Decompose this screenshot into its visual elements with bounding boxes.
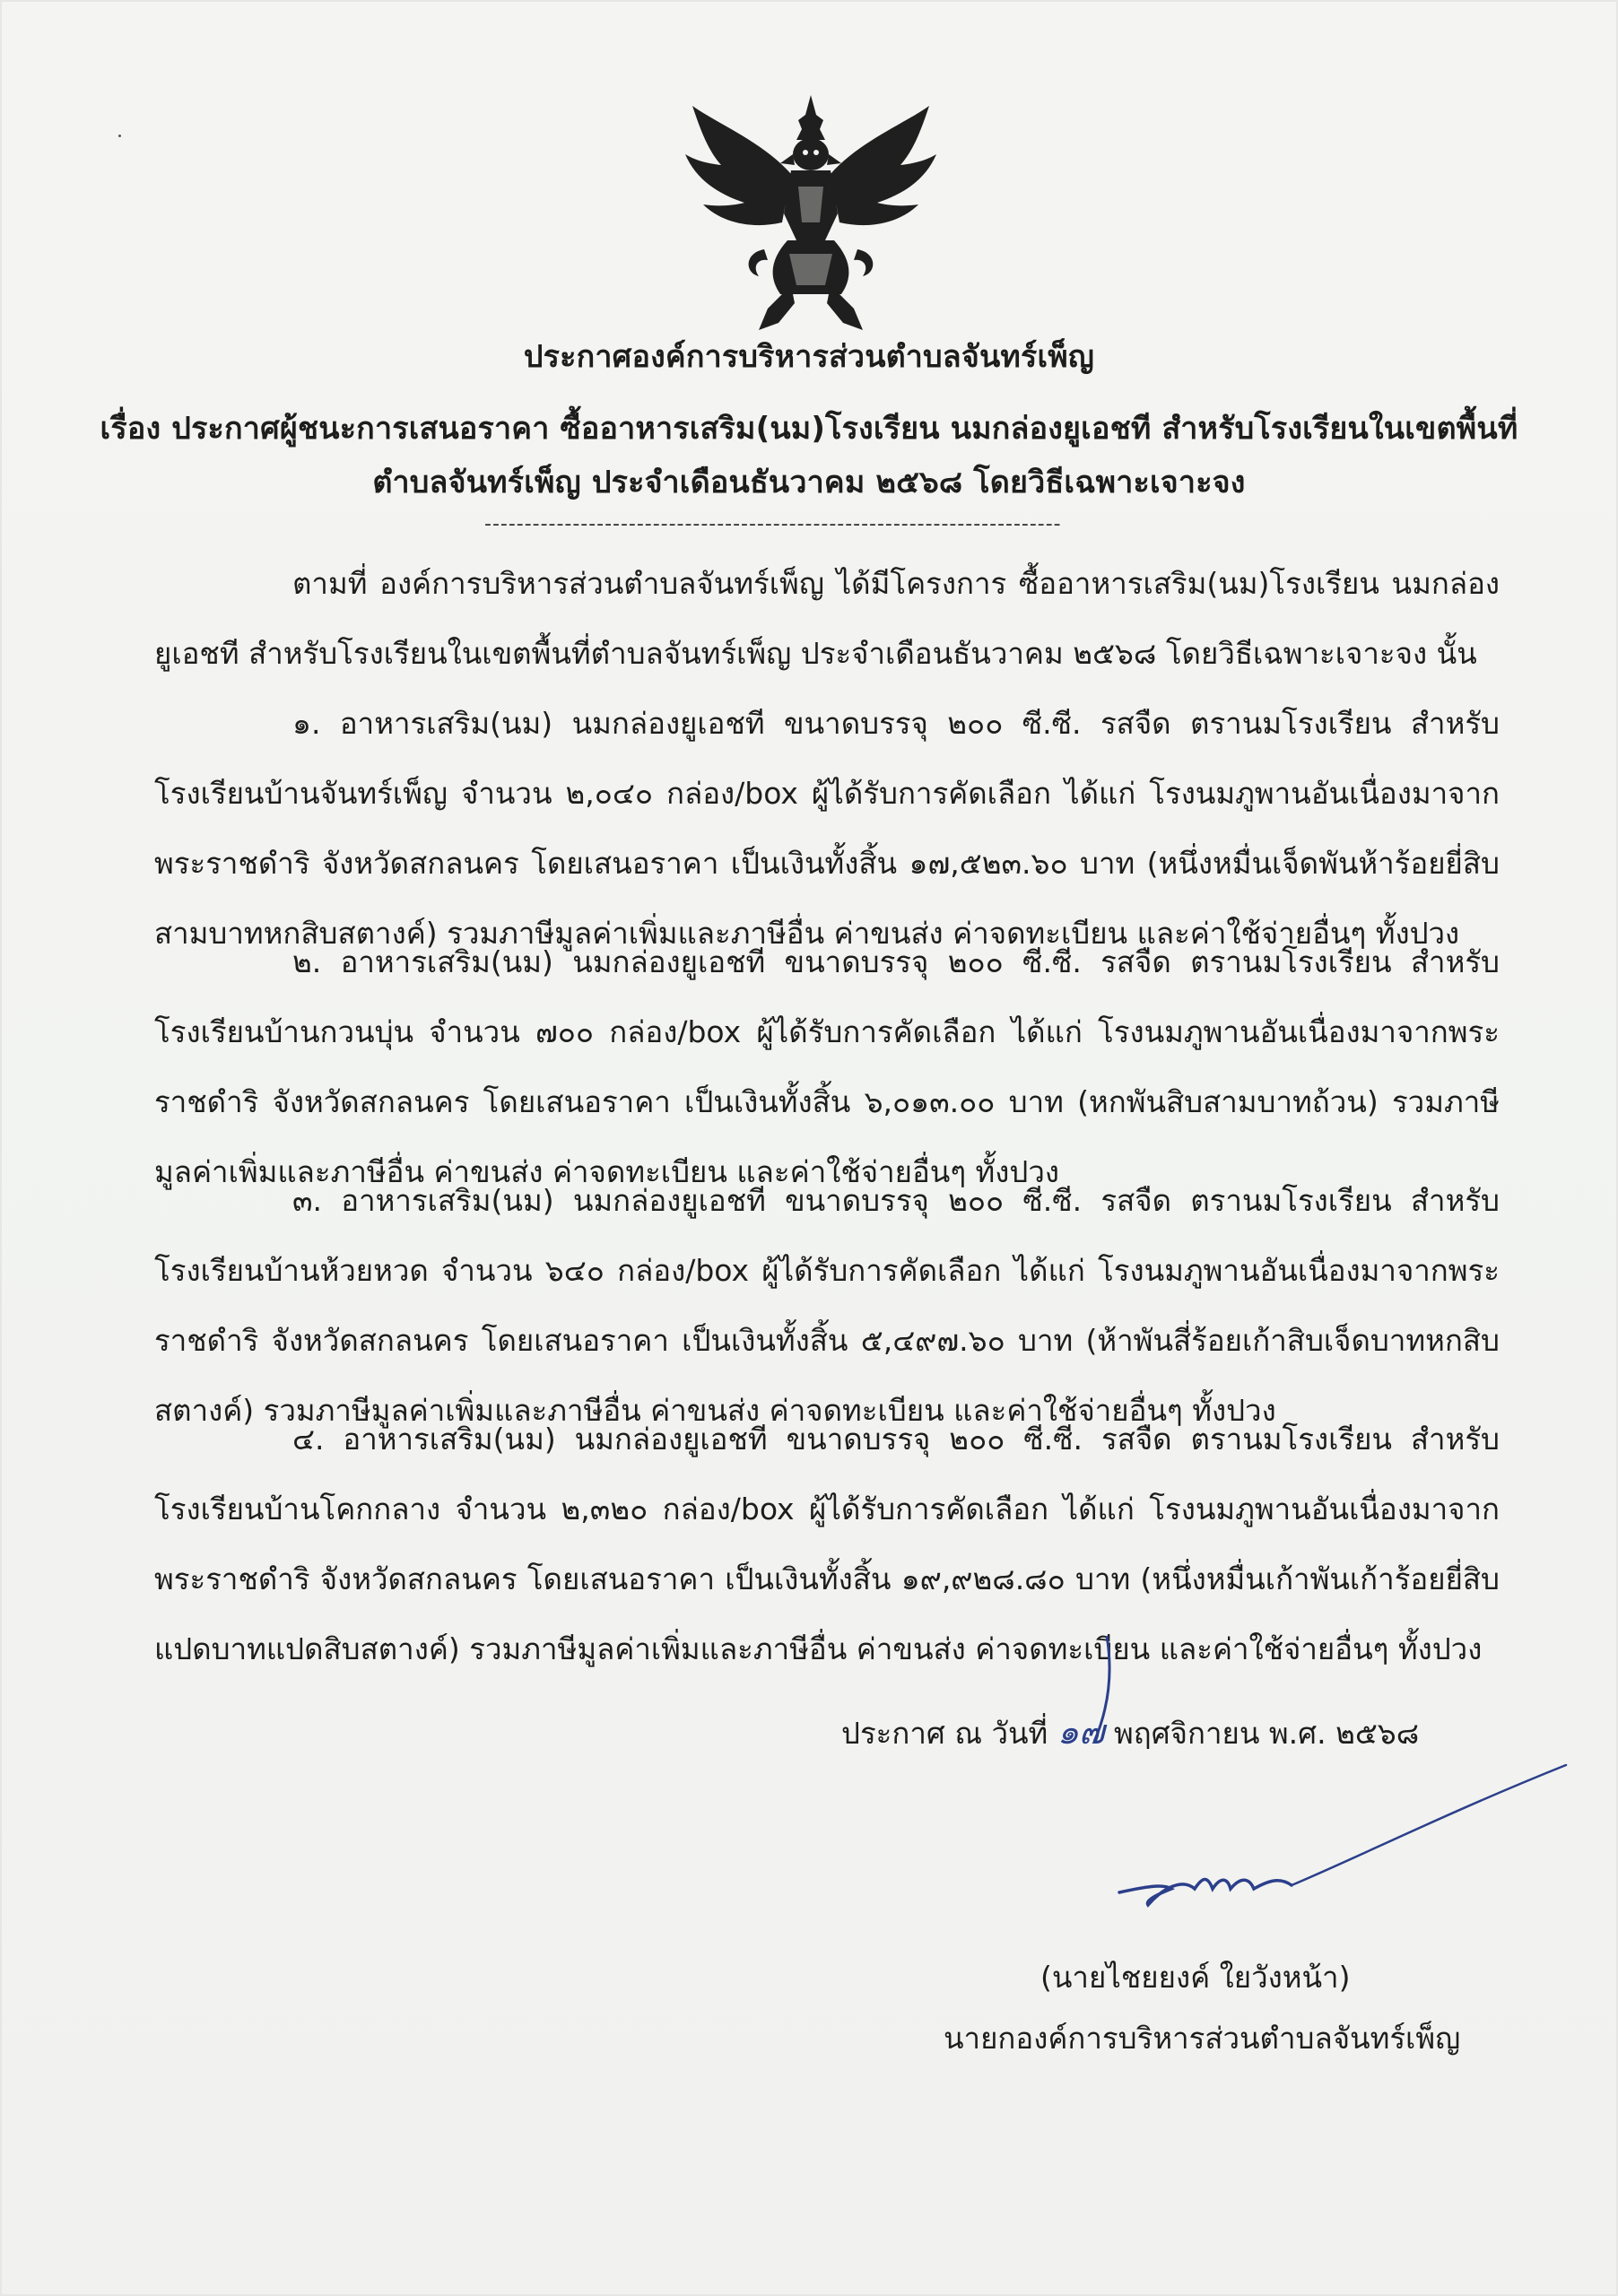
- signature-icon: [1109, 1758, 1575, 1919]
- item-text: ๔. อาหารเสริม(นม) นมกล่องยูเอชที ขนาดบรรจุ ๒๐๐ ซี.ซี. รสจืด ตรานมโรงเรียน สำหรับโรงเรียนบ้านโคกกลาง จำนวน ๒,๓๒๐ กล่อง/box ผู้ได้รับการคัดเลือก ได้แก่ โรงนมภูพานอันเนื่องมาจากพระราชดำริ จังหวัดสกลนคร โดยเสนอราคา เป็นเงินทั้งสิ้น ๑๙,๙๒๘.๘๐ บาท (หนึ่งหมื่นเก้าพันเก้าร้อยยี่สิบแปดบาทแปดสิบสตางค์) รวมภาษีมูลค่าเพิ่มและภาษีอื่น ค่าขนส่ง ค่าจดทะเบียน และค่าใช้จ่ายอื่นๆ ทั้งปวง: [154, 1422, 1500, 1666]
- handwritten-day: ๑๗: [1057, 1712, 1105, 1752]
- scan-speck: [118, 135, 121, 137]
- garuda-emblem-icon: [682, 88, 940, 339]
- divider-line: ------------------------------------------------------------------------: [484, 513, 1062, 535]
- intro-paragraph: [154, 549, 1500, 689]
- item-text: ๑. อาหารเสริม(นม) นมกล่องยูเอชที ขนาดบรรจุ ๒๐๐ ซี.ซี. รสจืด ตรานมโรงเรียน สำหรับโรงเรียนบ้านจันทร์เพ็ญ จำนวน ๒,๐๔๐ กล่อง/box ผู้ได้รับการคัดเลือก ได้แก่ โรงนมภูพานอันเนื่องมาจากพระราชดำริ จังหวัดสกลนคร โดยเสนอราคา เป็นเงินทั้งสิ้น ๑๗,๕๒๓.๖๐ บาท (หนึ่งหมื่นเจ็ดพันห้าร้อยยี่สิบสามบาทหกสิบสตางค์) รวมภาษีมูลค่าเพิ่มและภาษีอื่น ค่าขนส่ง ค่าจดทะเบียน และค่าใช้จ่ายอื่นๆ ทั้งปวง: [154, 706, 1500, 951]
- signer-position: นายกองค์การบริหารส่วนตำบลจันทร์เพ็ญ: [944, 2021, 1461, 2056]
- item-paragraph-4: [154, 1405, 1500, 1684]
- announcement-date: [841, 1704, 1419, 1759]
- date-month-year: พฤศจิกายน พ.ศ. ๒๕๖๘: [1114, 1716, 1420, 1751]
- announcement-title: ประกาศองค์การบริหารส่วนตำบลจันทร์เพ็ญ: [523, 339, 1095, 375]
- item-text: ๒. อาหารเสริม(นม) นมกล่องยูเอชที ขนาดบรรจุ ๒๐๐ ซี.ซี. รสจืด ตรานมโรงเรียน สำหรับโรงเรียนบ้านกวนบุ่น จำนวน ๗๐๐ กล่อง/box ผู้ได้รับการคัดเลือก ได้แก่ โรงนมภูพานอันเนื่องมาจากพระราชดำริ จังหวัดสกลนคร โดยเสนอราคา เป็นเงินทั้งสิ้น ๖,๐๑๓.๐๐ บาท (หกพันสิบสามบาทถ้วน) รวมภาษีมูลค่าเพิ่มและภาษีอื่น ค่าขนส่ง ค่าจดทะเบียน และค่าใช้จ่ายอื่นๆ ทั้งปวง: [154, 944, 1500, 1189]
- signer-name: (นายไชยยงค์ ใยวังหน้า): [1040, 1960, 1351, 1995]
- date-prefix: ประกาศ ณ วันที่: [841, 1716, 1048, 1751]
- intro-text: ตามที่ องค์การบริหารส่วนตำบลจันทร์เพ็ญ ได้มีโครงการ ซื้ออาหารเสริม(นม)โรงเรียน นมกล่องยูเอชที สำหรับโรงเรียนในเขตพื้นที่ตำบลจันทร์เพ็ญ ประจำเดือนธันวาคม ๒๕๖๘ โดยวิธีเฉพาะเจาะจง นั้น: [154, 566, 1500, 671]
- item-text: ๓. อาหารเสริม(นม) นมกล่องยูเอชที ขนาดบรรจุ ๒๐๐ ซี.ซี. รสจืด ตรานมโรงเรียน สำหรับโรงเรียนบ้านห้วยหวด จำนวน ๖๔๐ กล่อง/box ผู้ได้รับการคัดเลือก ได้แก่ โรงนมภูพานอันเนื่องมาจากพระราชดำริ จังหวัดสกลนคร โดยเสนอราคา เป็นเงินทั้งสิ้น ๕,๔๙๗.๖๐ บาท (ห้าพันสี่ร้อยเก้าสิบเจ็ดบาทหกสิบสตางค์) รวมภาษีมูลค่าเพิ่มและภาษีอื่น ค่าขนส่ง ค่าจดทะเบียน และค่าใช้จ่ายอื่นๆ ทั้งปวง: [154, 1183, 1500, 1428]
- subject-line-1: เรื่อง ประกาศผู้ชนะการเสนอราคา ซื้ออาหารเสริม(นม)โรงเรียน นมกล่องยูเอชที สำหรับโรงเรียนในเขตพื้นที่: [100, 411, 1518, 447]
- subject-line-2: ตำบลจันทร์เพ็ญ ประจำเดือนธันวาคม ๒๕๖๘ โดยวิธีเฉพาะเจาะจง: [372, 465, 1246, 500]
